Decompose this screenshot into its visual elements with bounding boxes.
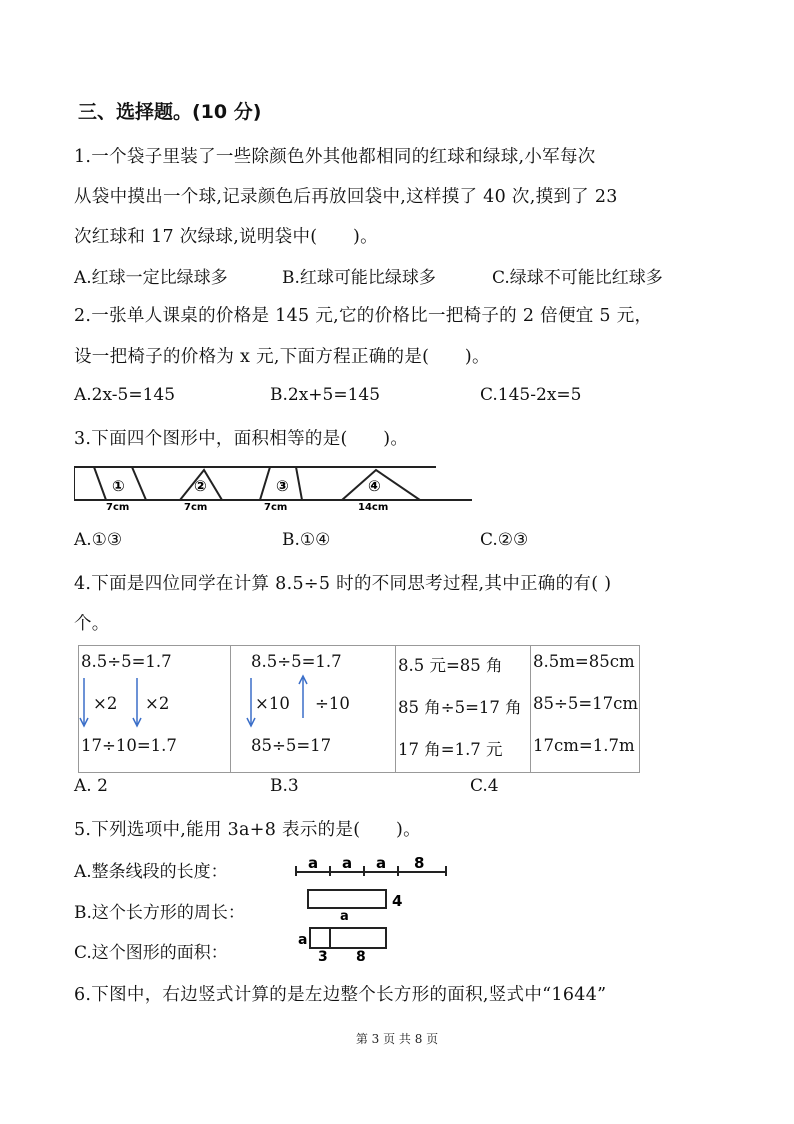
segment-label-4: 8 (414, 854, 425, 872)
q3-option-b[interactable]: B.①④ (282, 530, 331, 550)
method1-times-2-right: ×2 (145, 694, 170, 713)
method1-line-1: 8.5÷5=1.7 (81, 652, 172, 671)
method-cell-1 (79, 646, 231, 773)
rect-bottom-label: a (340, 909, 349, 922)
segment-label-2: a (342, 854, 353, 872)
calc-methods-table (78, 645, 640, 773)
area-bottom-right-label: 8 (356, 949, 366, 964)
segment-label-3: a (376, 854, 387, 872)
method2-times-10: ×10 (255, 694, 290, 713)
q1-line-3: 次红球和 17 次绿球,说明袋中( )。 (74, 227, 378, 247)
shape-label-3: ③ (276, 477, 289, 495)
shape-label-2: ② (194, 477, 207, 495)
q4-option-b[interactable]: B.3 (270, 776, 299, 796)
q2-option-b[interactable]: B.2x+5=145 (270, 385, 381, 405)
method3-line-3: 17 角=1.7 元 (398, 740, 503, 759)
base-label-2: 7cm (184, 502, 208, 512)
method3-line-1: 8.5 元=85 角 (398, 656, 503, 675)
method4-line-1: 8.5m=85cm (533, 652, 635, 671)
q4-line-2: 个。 (74, 614, 110, 634)
segment-figure (294, 852, 454, 878)
method2-line-1: 8.5÷5=1.7 (251, 652, 342, 671)
page-footer: 第 3 页 共 8 页 (355, 1032, 439, 1046)
area-figure (296, 924, 396, 964)
method-cell-2 (231, 646, 396, 773)
q2-option-a[interactable]: A.2x-5=145 (74, 385, 176, 405)
section-title: 三、选择题。(10 分) (78, 101, 262, 123)
segment-label-1: a (308, 854, 319, 872)
method-cell-4 (531, 646, 640, 773)
shape-label-4: ④ (368, 477, 381, 495)
q3-line: 3.下面四个图形中，面积相等的是( )。 (74, 429, 409, 449)
q4-option-c[interactable]: C.4 (470, 776, 499, 796)
q2-option-c[interactable]: C.145-2x=5 (480, 385, 582, 405)
q4-line-1: 4.下面是四位同学在计算 8.5÷5 时的不同思考过程,其中正确的有( ) (74, 574, 612, 594)
shape-4-triangle (342, 470, 420, 500)
q1-line-2: 从袋中摸出一个球,记录颜色后再放回袋中,这样摸了 40 次,摸到了 23 (74, 187, 618, 207)
q3-option-a[interactable]: A.①③ (74, 530, 123, 550)
rectangle-figure (304, 886, 414, 922)
base-label-3: 7cm (264, 502, 288, 512)
parallel-shapes-figure (74, 462, 474, 512)
q4-option-a[interactable]: A. 2 (74, 776, 108, 796)
q1-option-c[interactable]: C.绿球不可能比红球多 (492, 268, 663, 288)
q6-line: 6.下图中，右边竖式计算的是左边整个长方形的面积,竖式中“1644” (74, 985, 607, 1005)
q5-option-b[interactable]: B.这个长方形的周长： (74, 903, 245, 923)
rect-side-label: 4 (392, 892, 403, 910)
q3-option-c[interactable]: C.②③ (480, 530, 529, 550)
base-label-4: 14cm (358, 502, 389, 512)
method4-line-2: 85÷5=17cm (533, 694, 639, 713)
method-cell-3 (396, 646, 531, 773)
q5-line: 5.下列选项中,能用 3a+8 表示的是( )。 (74, 820, 421, 840)
method4-line-3: 17cm=1.7m (533, 736, 635, 755)
method2-divide-10: ÷10 (315, 694, 350, 713)
q2-line-1: 2.一张单人课桌的价格是 145 元,它的价格比一把椅子的 2 倍便宜 5 元， (74, 306, 653, 326)
method2-line-3: 85÷5=17 (251, 736, 332, 755)
q1-option-b[interactable]: B.红球可能比绿球多 (282, 268, 436, 288)
method3-line-2: 85 角÷5=17 角 (398, 698, 522, 717)
q5-option-a[interactable]: A.整条线段的长度： (74, 862, 228, 882)
q2-line-2: 设一把椅子的价格为 x 元,下面方程正确的是( )。 (74, 347, 490, 367)
area-left-label: a (298, 932, 308, 948)
base-label-1: 7cm (106, 502, 130, 512)
q5-option-c[interactable]: C.这个图形的面积： (74, 943, 228, 963)
q1-line-1: 1.一个袋子里装了一些除颜色外其他都相同的红球和绿球,小军每次 (74, 147, 596, 167)
q1-option-a[interactable]: A.红球一定比绿球多 (74, 268, 228, 288)
shape-label-1: ① (112, 477, 125, 495)
area-bottom-left-label: 3 (318, 949, 328, 964)
method1-line-3: 17÷10=1.7 (81, 736, 177, 755)
method1-times-2-left: ×2 (93, 694, 118, 713)
